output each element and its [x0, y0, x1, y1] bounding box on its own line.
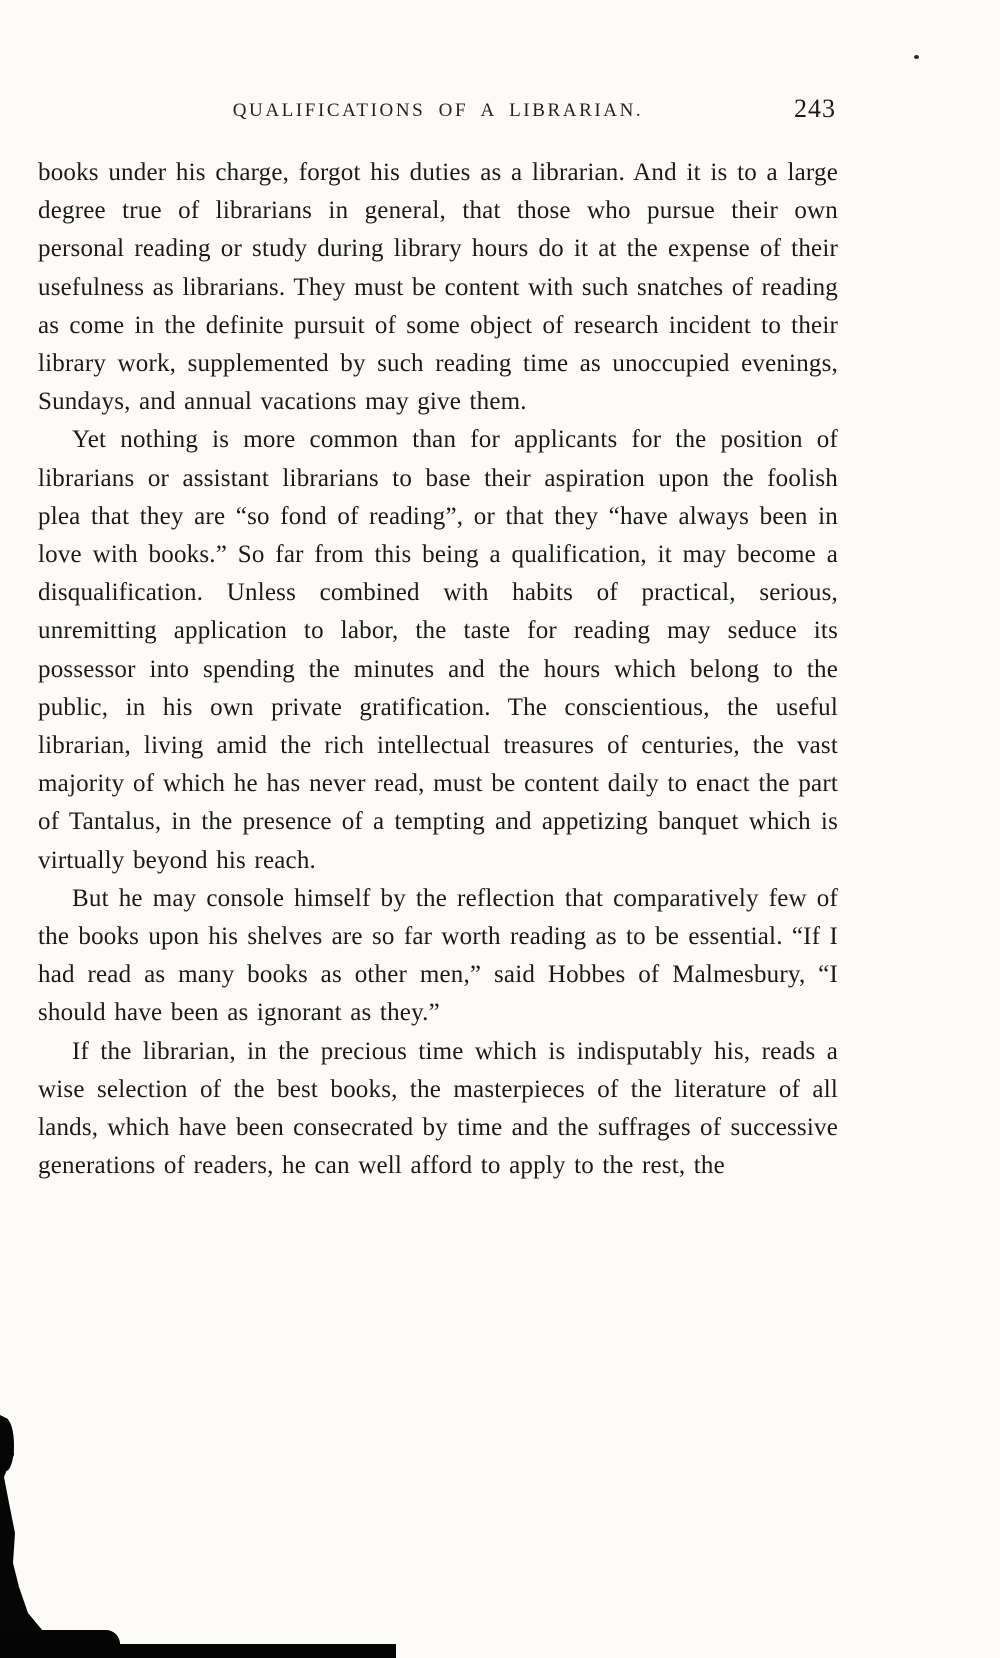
paragraph: But he may console himself by the reflection that comparatively few of the books upon his shelves are so far worth reading as to be essential. “If I had read as many books as other men,” said Hobbes of Malmesbury, “I should have been as ignorant as they.”: [38, 884, 838, 1027]
body-text: [38, 154, 838, 1185]
paragraph: If the librarian, in the precious time which is indisputably his, reads a wise selection of the best books, the masterpieces of the literature of all lands, which have been consecrated by time and the suffrages of successive generations of readers, he can well afford to apply to the rest, the: [38, 1037, 838, 1180]
scan-artifact-bottom-bar: [0, 1644, 396, 1658]
page-number: 243: [794, 94, 836, 123]
paragraph: Yet nothing is more common than for applicants for the position of librarians or assistant librarians to base their aspiration upon the foolish plea that they are “so fond of reading”, or that they “have always been in love with books.” So far from this being a qualification, it may become a disqualification. Unless combined with habits of practical, serious, unremitting application to labor, the taste for reading may seduce its possessor into spending the minutes and the hours which belong to the public, in his own private gratification. The conscientious, the useful librarian, living amid the rich intellectual treasures of centuries, the vast majority of which he has never read, must be content daily to enact the part of Tantalus, in the presence of a tempting and appetizing banquet which is virtually beyond his reach.: [38, 426, 838, 874]
scan-speck: [914, 55, 919, 59]
scan-artifact-left-edge: [0, 1415, 100, 1658]
running-title: QUALIFICATIONS OF A LIBRARIAN.: [232, 100, 644, 121]
page-header: [38, 94, 838, 123]
paragraph: books under his charge, forgot his duties as a librarian. And it is to a large degree true of librarians in general, that those who pursue their own personal reading or study during library hours do it at the expense of their usefulness as librarians. They must be content with such snatches of reading as come in the definite pursuit of some object of research incident to their library work, supplemented by such reading time as unoccupied evenings, Sundays, and annual vacations may give them.: [38, 159, 838, 416]
